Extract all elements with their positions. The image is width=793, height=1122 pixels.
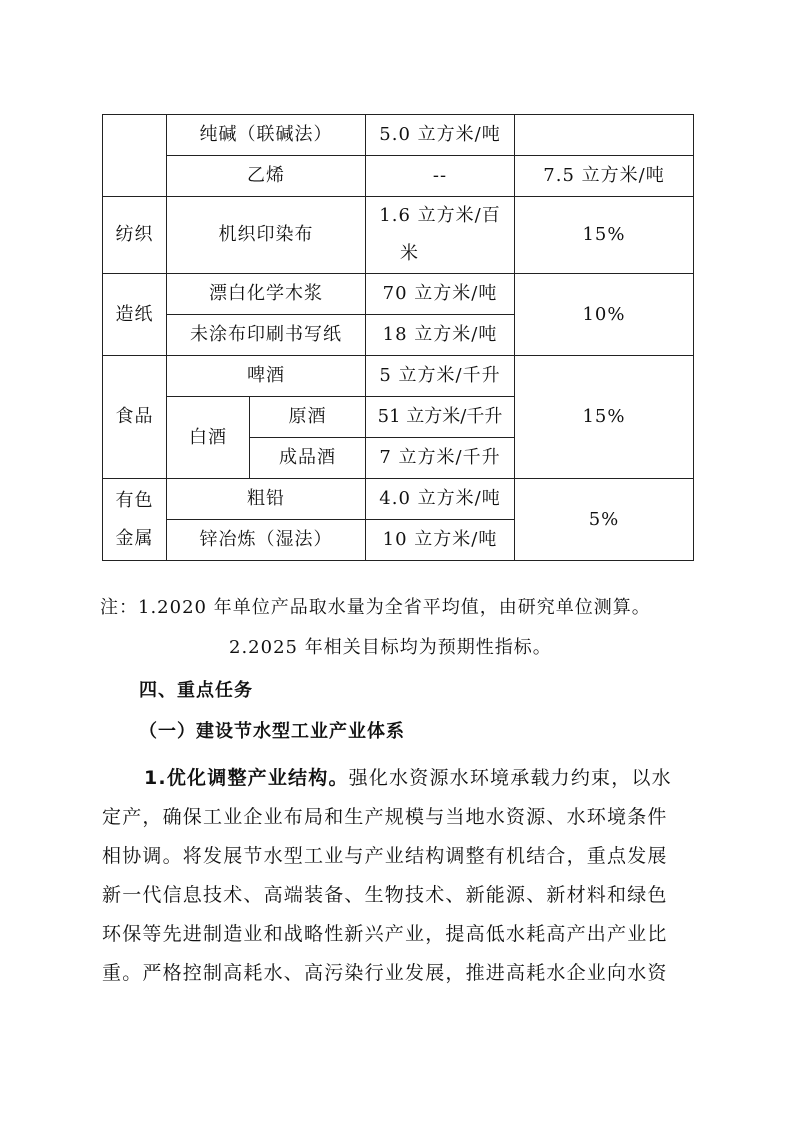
value-2020-cell: 70 立方米/吨	[366, 274, 515, 315]
product-cell: 锌冶炼（湿法）	[167, 520, 366, 561]
paragraph-line: 环保等先进制造业和战略性新兴产业，提高低水耗高产出产业比	[102, 923, 668, 945]
table-row	[103, 274, 694, 315]
product-cell: 未涂布印刷书写纸	[167, 315, 366, 356]
target-cell: 5%	[515, 479, 694, 561]
industry-cell-chemical	[103, 115, 167, 197]
value-2020-cell: 5 立方米/千升	[366, 356, 515, 397]
target-cell: 15%	[515, 356, 694, 479]
table-note-1: 注：1.2020 年单位产品取水量为全省平均值，由研究单位测算。	[100, 597, 651, 618]
value-2020-cell: 7 立方米/千升	[366, 438, 515, 479]
table-row	[103, 356, 694, 397]
value-2020-cell: 4.0 立方米/吨	[366, 479, 515, 520]
product-cell: 漂白化学木浆	[167, 274, 366, 315]
product-group-cell: 白酒	[167, 397, 250, 479]
table-note-2: 2.2025 年相关目标均为预期性指标。	[229, 637, 552, 658]
table-row	[103, 197, 694, 274]
value-2020-cell	[366, 197, 515, 274]
product-cell: 机织印染布	[167, 197, 366, 274]
subsection-heading: （一）建设节水型工业产业体系	[139, 721, 405, 742]
industry-cell: 食品	[103, 356, 167, 479]
water-intake-table	[102, 114, 694, 561]
value-line: 1.6 立方米/百	[379, 205, 501, 226]
paragraph-line: 定产，确保工业企业布局和生产规模与当地水资源、水环境条件	[102, 806, 668, 828]
product-cell: 粗铅	[167, 479, 366, 520]
product-cell: 原酒	[250, 397, 366, 438]
product-cell: 成品酒	[250, 438, 366, 479]
value-2020-cell: 51 立方米/千升	[366, 397, 515, 438]
target-cell: 10%	[515, 274, 694, 356]
table-row	[103, 479, 694, 520]
target-cell	[515, 115, 694, 156]
value-2020-cell: 5.0 立方米/吨	[366, 115, 515, 156]
industry-cell: 纺织	[103, 197, 167, 274]
industry-line: 有色	[115, 489, 154, 511]
value-line: 米	[400, 243, 419, 264]
body-paragraph	[102, 759, 694, 993]
target-cell: 7.5 立方米/吨	[515, 156, 694, 197]
target-cell: 15%	[515, 197, 694, 274]
table-row	[103, 156, 694, 197]
industry-line: 金属	[115, 527, 154, 549]
value-2020-cell: 18 立方米/吨	[366, 315, 515, 356]
value-2020-cell: --	[366, 156, 515, 197]
paragraph-text: 强化水资源水环境承载力约束，以水	[348, 767, 672, 789]
industry-cell	[103, 479, 167, 561]
paragraph-lead: 1.优化调整产业结构。	[144, 767, 349, 789]
product-cell: 纯碱（联碱法）	[167, 115, 366, 156]
paragraph-line: 新一代信息技术、高端装备、生物技术、新能源、新材料和绿色	[102, 884, 668, 906]
value-2020-cell: 10 立方米/吨	[366, 520, 515, 561]
product-cell: 啤酒	[167, 356, 366, 397]
paragraph-line	[144, 759, 694, 798]
section-heading: 四、重点任务	[139, 680, 253, 701]
product-cell: 乙烯	[167, 156, 366, 197]
paragraph-line: 相协调。将发展节水型工业与产业结构调整有机结合，重点发展	[102, 845, 668, 867]
paragraph-line: 重。严格控制高耗水、高污染行业发展，推进高耗水企业向水资	[102, 962, 668, 984]
table-row	[103, 115, 694, 156]
industry-cell: 造纸	[103, 274, 167, 356]
